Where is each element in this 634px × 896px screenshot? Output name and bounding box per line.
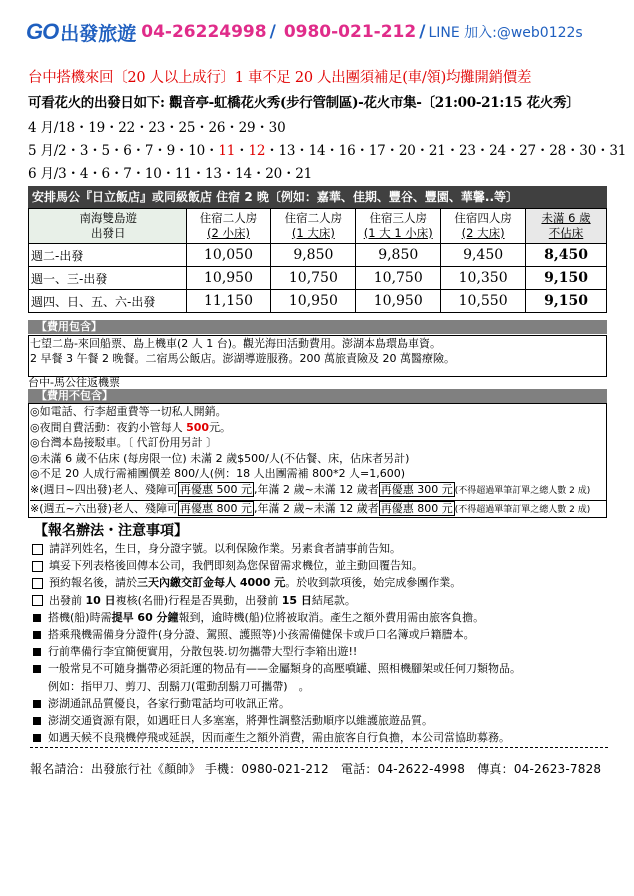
included-header: 【費用包含】 [28,320,607,334]
note-item: 澎湖交通資源有限，如遇旺日人多塞塞，將彈性調整活動順序以維護旅遊品質。 [30,712,610,729]
price-cell: 10,550 [441,290,526,313]
registration-title: 【報名辦法・注意事項】 [34,523,188,539]
row-day: 週一、三-出發 [29,267,187,290]
header-departure: 南海雙島遊 出發日 [29,209,187,244]
price-cell: 9,450 [441,244,526,267]
checkbox-icon [32,595,43,606]
header-col: 住宿二人房 (2 小床) [186,209,271,244]
checkbox-icon [32,561,43,572]
included-line: 2 早餐 3 午餐 2 晚餐。二宿馬公飯店。澎湖導遊服務。200 萬旅責險及 20 萬醫療險。 [30,352,455,365]
highlight-date: 12 [248,143,266,159]
price-cell: 10,950 [186,267,271,290]
price-cell: 10,050 [186,244,271,267]
company-logo [26,19,136,46]
row-day: 週二-出發 [29,244,187,267]
phone-number-2: 0980-021-212 [283,22,417,42]
dates-june: 6 月/3・4・6・7・10・11・13・14・20・21 [28,166,313,182]
header-col: 住宿三人房 (1 大 1 小床) [356,209,441,244]
excluded-line: ◎夜間自費活動：夜釣小管每人 500元。 [30,420,232,434]
note-item: 行前準備行李宜簡便實用，分散包裝.切勿攜帶大型行李箱出遊!! [30,643,610,660]
price-cell: 8,450 [526,244,607,267]
bullet-square-icon [33,631,41,639]
divider [30,747,608,748]
price-cell: 10,950 [356,290,441,313]
note-item: 一般常見不可隨身攜帶必須託運的物品有——金屬類身的高壓噴罐、照相機腳架或任何刀類物品。 [30,660,610,677]
bullet-square-icon [33,717,41,725]
bullet-square-icon [33,734,41,742]
bullet-square-icon [33,648,41,656]
dates-may: 5 月/2・3・5・6・7・9・10・11・12・13・14・16・17・20・21・23・24・27・28・30・31 [28,143,627,159]
included-line: 台中-馬公往返機票 [28,376,120,389]
price-table [28,208,607,313]
hotel-banner: 安排馬公『日立飯店』或同級飯店 住宿 2 晚〔例如：嘉華、佳期、豐谷、豐園、華馨..等〕 [28,186,607,208]
bullet-square-icon [33,700,41,708]
note-item: 請詳列姓名，生日，身分證字號。以利保險作業。另素食者請事前告知。 [30,540,610,557]
excluded-header: 【費用不包含】 [28,389,607,403]
checkbox-icon [32,544,43,555]
note-item-continued: 例如：指甲刀、剪刀、刮鬍刀(電動刮鬍刀可攜帶) 。 [48,679,310,693]
included-box [28,335,607,377]
price-cell: 10,750 [356,267,441,290]
phone-number-1: 04-26224998 [141,22,267,42]
header-col: 未滿 6 歲 不佔床 [526,209,607,244]
excluded-line: ◎如電話、行李超重費等一切私人開銷。 [30,405,227,418]
note-item: 如遇天候不良飛機停飛或延誤，因而產生之額外消費，需由旅客自行負擔，本公司當協助募務。 [30,729,610,746]
tour-title: 台中搭機來回〔20 人以上成行〕1 車不足 20 人出團須補足(車/領)均攤開銷價差 [28,70,532,86]
header [26,18,616,46]
line-id: LINE 加入:@web0122s [428,25,583,41]
logo-mark: GO [26,19,59,44]
header-col: 住宿四人房 (2 大床) [441,209,526,244]
table-row [29,244,607,267]
price-cell: 10,950 [271,290,356,313]
logo-text: 出發旅遊 [60,22,137,45]
price-cell: 9,850 [356,244,441,267]
excluded-box [28,403,607,518]
discount-line-weekday: ※(週日~四出發)老人、殘障可 再優惠 500 元 ,年滿 2 歲~未滿 12 歲者 再優惠 300 元 (不得超過單筆訂單之總人數 2 成) [30,482,606,501]
price-cell: 9,150 [526,267,607,290]
contact-footer: 報名請洽：出發旅行社《顏帥》 手機：0980-021-212 電話：04-2622-4998 傳真：04-2623-7828 [30,762,602,776]
dates-april: 4 月/18・19・22・23・25・26・29・30 [28,120,286,136]
highlight-date: 11 [218,143,236,159]
note-item: 出發前 10 日複核(名冊)行程是否異動，出發前 15 日結尾款。 [30,592,610,609]
price-cell: 11,150 [186,290,271,313]
fireworks-subtitle: 可看花火的出發日如下: 觀音亭-虹橋花火秀(步行管制區)-花火市集-〔21:00-21:15 花火秀〕 [28,95,580,111]
note-item: 填妥下列表格後回傳本公司，我們即刻為您保留需求機位，並主動回覆告知。 [30,557,610,574]
table-row [29,267,607,290]
row-day: 週四、日、五、六-出發 [29,290,187,313]
included-line: 七望二島-來回船票、島上機車(2 人 1 台)。觀光海田活動費用。澎湖本島環島車資。 [30,337,442,350]
price-cell: 10,750 [271,267,356,290]
excluded-line: ◎未滿 6 歲不佔床 (每房限一位) 未滿 2 歲$500/人(不佔餐、床，佔床者另計) [30,451,410,465]
note-item: 澎湖通訊品質優良，各家行動電話均可收訊正常。 [30,695,610,712]
separator: / [269,22,276,42]
discount-line-weekend: ※(週五~六出發)老人、殘障可 再優惠 800 元 ,年滿 2 歲~未滿 12 歲者 再優惠 800 元 (不得超過單筆訂單之總人數 2 成) [30,501,591,515]
price-cell: 10,350 [441,267,526,290]
table-header-row [29,209,607,244]
table-row [29,290,607,313]
note-item: 搭機(船)時需提早 60 分鐘報到，逾時機(船)位將被取消。產生之額外費用需由旅客負擔。 [30,609,610,626]
bullet-square-icon [33,665,41,673]
excluded-line: ◎不足 20 人成行需補團價差 800/人(例：18 人出團需補 800*2 人=1,600) [30,467,406,481]
excluded-line: ◎台灣本島接駁車。〔 代訂份用另計 〕 [30,436,218,450]
note-item: 搭乘飛機需備身分證件(身分證、駕照、護照等)小孩需備健保卡或戶口名簿或戶籍謄本。 [30,626,610,643]
price-cell: 9,150 [526,290,607,313]
price-cell: 9,850 [271,244,356,267]
bullet-square-icon [33,614,41,622]
separator: / [419,22,426,42]
registration-notes [30,540,610,746]
header-col: 住宿二人房 (1 大床) [271,209,356,244]
checkbox-icon [32,578,43,589]
note-item: 預約報名後，請於三天內繳交訂金每人 4000 元。於收到款項後，始完成參團作業。 [30,574,610,591]
